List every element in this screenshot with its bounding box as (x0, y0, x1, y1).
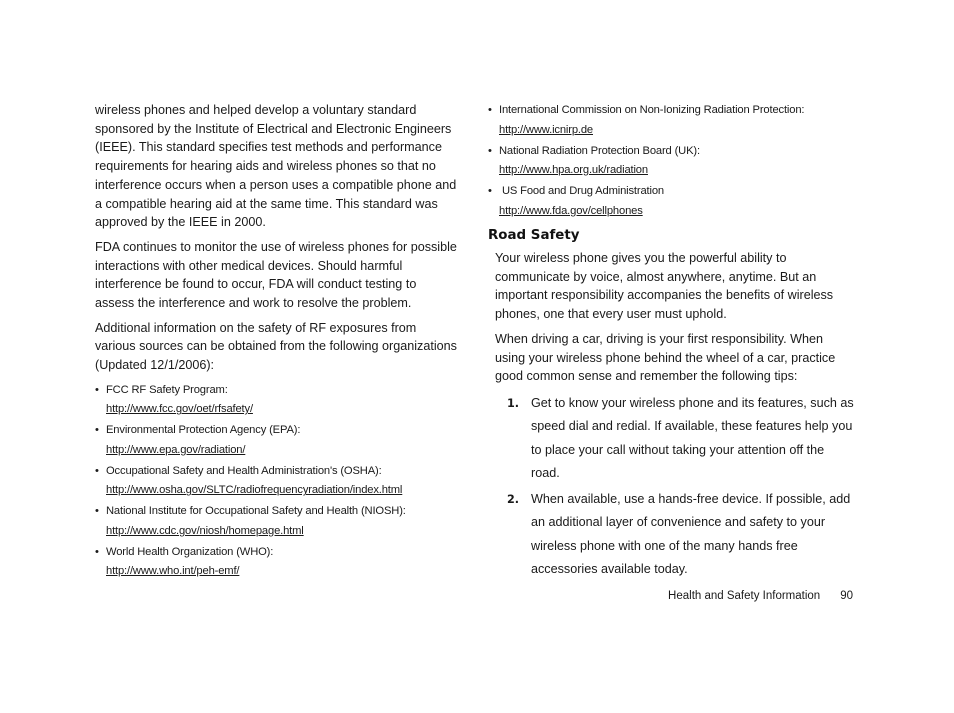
tip-text: Get to know your wireless phone and its features, such as speed dial and redial. If available, these features help you to place your call without taking your attention off the road. (531, 395, 854, 481)
resource-link-epa[interactable]: http://www.epa.gov/radiation/ (106, 443, 246, 456)
additional-information-paragraph: Additional information on the safety of RF exposures from various sources can be obtained from the following organizations (Updated 12/1/2006): (95, 320, 457, 373)
resource-link-who[interactable]: http://www.who.int/peh-emf/ (106, 565, 240, 578)
resource-link-fcc[interactable]: http://www.fcc.gov/oet/rfsafety/ (106, 403, 253, 416)
resource-item-niosh (95, 502, 457, 541)
driving-tip (507, 488, 856, 582)
resource-item-icnirp (488, 101, 856, 140)
resource-item-fda (488, 182, 856, 221)
resource-name: FCC RF Safety Program: (106, 383, 228, 396)
tip-number: 1. (507, 396, 520, 410)
driving-tips-list (488, 392, 856, 582)
resource-name: International Commission on Non-Ionizing Radiation Protection: (499, 104, 805, 116)
resource-name: US Food and Drug Administration (499, 185, 664, 197)
road-safety-intro-paragraph: Your wireless phone gives you the powerful ability to communicate by voice, almost anywhere, anytime. But an important responsibility accompanies the benefits of wireless phones, one that every user must uphold. (495, 251, 834, 322)
bullet-icon: • (95, 505, 99, 518)
tip-text: When available, use a hands-free device. If possible, add an additional layer of convenience and safety to your wireless phone with one of the many hands free accessories available today. (531, 491, 851, 577)
road-safety-heading: Road Safety (488, 228, 580, 243)
resource-name: World Health Organization (WHO): (106, 545, 274, 558)
bullet-icon: • (95, 464, 99, 477)
resource-link-osha[interactable]: http://www.osha.gov/SLTC/radiofrequencyradiation/index.html (106, 484, 403, 497)
footer-section-name: Health and Safety Information (668, 590, 821, 602)
resource-name: National Institute for Occupational Safety and Health (NIOSH): (106, 505, 406, 518)
resource-name: Environmental Protection Agency (EPA): (106, 424, 301, 437)
resource-item-who (95, 543, 457, 582)
resource-link-niosh[interactable]: http://www.cdc.gov/niosh/homepage.html (106, 524, 304, 537)
bullet-icon: • (488, 144, 492, 157)
page-footer (668, 590, 853, 602)
resource-link-icnirp[interactable]: http://www.icnirp.de (499, 123, 593, 136)
bullet-icon: • (95, 424, 99, 437)
bullet-icon: • (95, 383, 99, 396)
left-column (95, 101, 457, 583)
resource-link-fda[interactable]: http://www.fda.gov/cellphones (499, 204, 643, 217)
resource-list-left (95, 381, 457, 582)
bullet-icon: • (95, 545, 99, 558)
driving-tip (507, 392, 856, 486)
tip-number: 2. (507, 492, 520, 506)
fda-monitoring-paragraph: FDA continues to monitor the use of wireless phones for possible interactions with other medical devices. Should harmful interference be found to occur, FDA will conduct testing to assess the interference and work to resolve the problem. (95, 239, 457, 311)
resource-name: National Radiation Protection Board (UK): (499, 144, 700, 157)
page-number: 90 (840, 590, 853, 602)
hearing-aid-standard-paragraph: wireless phones and helped develop a voluntary standard sponsored by the Institute of Electrical and Electronic Engineers (IEEE). This standard specifies test methods and performance requirements for hearing aids and wireless phones so that no interference occurs when a person uses a compatible phone and a compatible hearing aid at the same time. This standard was approved by the IEEE in 2000. (95, 103, 457, 230)
bullet-icon: • (488, 185, 492, 197)
resource-link-nrpb[interactable]: http://www.hpa.org.uk/radiation (499, 164, 648, 176)
resource-item-osha (95, 462, 457, 501)
resource-item-epa (95, 421, 457, 460)
resource-name: Occupational Safety and Health Administration's (OSHA): (106, 464, 382, 477)
resource-list-right (488, 101, 856, 221)
driving-responsibility-paragraph: When driving a car, driving is your first responsibility. When using your wireless phone behind the wheel of a car, practice good common sense and remember the following tips: (495, 331, 836, 384)
right-column (488, 101, 856, 584)
resource-item-nrpb (488, 142, 856, 181)
resource-item-fcc (95, 381, 457, 420)
bullet-icon: • (488, 104, 492, 116)
